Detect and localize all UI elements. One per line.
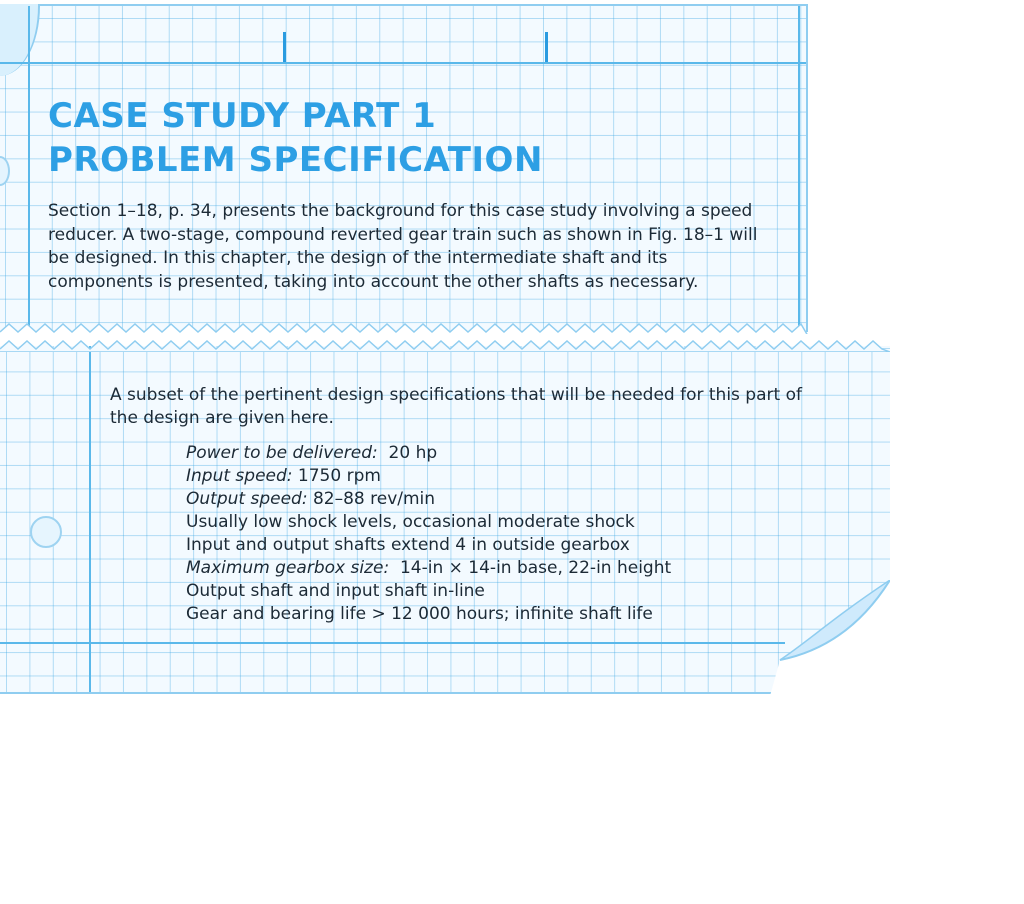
margin-rule: [89, 346, 91, 692]
binder-tab-decoration: [0, 156, 10, 186]
spec-item: [186, 488, 671, 511]
spec-item: [186, 465, 671, 488]
spec-value: Usually low shock levels, occasional moderate shock: [186, 512, 635, 532]
spec-value: Input and output shafts extend 4 in outside gearbox: [186, 535, 630, 555]
specifications-card: [0, 346, 890, 694]
binder-hole-decoration: [30, 516, 62, 548]
case-study-card: [0, 4, 808, 332]
page-curl-corner: [770, 580, 890, 696]
spec-item: [186, 511, 671, 534]
spec-item: [186, 580, 671, 603]
page-curl-decoration: [0, 4, 40, 76]
spec-label: Output speed:: [186, 489, 308, 509]
header-tick-mark: [283, 32, 286, 62]
spec-value: Output shaft and input shaft in-line: [186, 581, 485, 601]
spec-item: [186, 603, 671, 626]
header-tick-mark: [545, 32, 548, 62]
spec-value: 1750 rpm: [297, 466, 381, 486]
spec-value: 14-in × 14-in base, 22-in height: [399, 558, 672, 578]
spec-value: 82–88 rev/min: [312, 489, 436, 509]
spec-value: Gear and bearing life > 12 000 hours; infinite shaft life: [186, 604, 653, 624]
specifications-intro: A subset of the pertinent design specifications that will be needed for this part of the design are given here.: [110, 385, 802, 428]
torn-edge-top-card: [0, 322, 808, 334]
spec-label: Maximum gearbox size:: [186, 558, 390, 578]
case-study-title: [48, 94, 543, 182]
specifications-list: [186, 442, 671, 626]
case-study-intro: Section 1–18, p. 34, presents the background for this case study involving a speed reducer. A two-stage, compound reverted gear train such as shown in Fig. 18–1 will be designed. In this chapter, the design of the intermediate shaft and its components is presented, taking into account the other shafts as necessary.: [48, 201, 758, 292]
right-margin-rule: [798, 6, 800, 332]
spec-item: [186, 534, 671, 557]
title-line-1: CASE STUDY PART 1: [48, 96, 437, 136]
spec-item: [186, 557, 671, 580]
spec-label: Input speed:: [186, 466, 293, 486]
torn-edge-bottom-card: [0, 338, 890, 352]
header-rule: [0, 62, 806, 64]
spec-item: [186, 442, 671, 465]
footer-rule: [0, 642, 785, 644]
spec-value: 20 hp: [388, 443, 438, 463]
margin-rule: [28, 6, 30, 332]
title-line-2: PROBLEM SPECIFICATION: [48, 140, 543, 180]
spec-label: Power to be delivered:: [186, 443, 378, 463]
